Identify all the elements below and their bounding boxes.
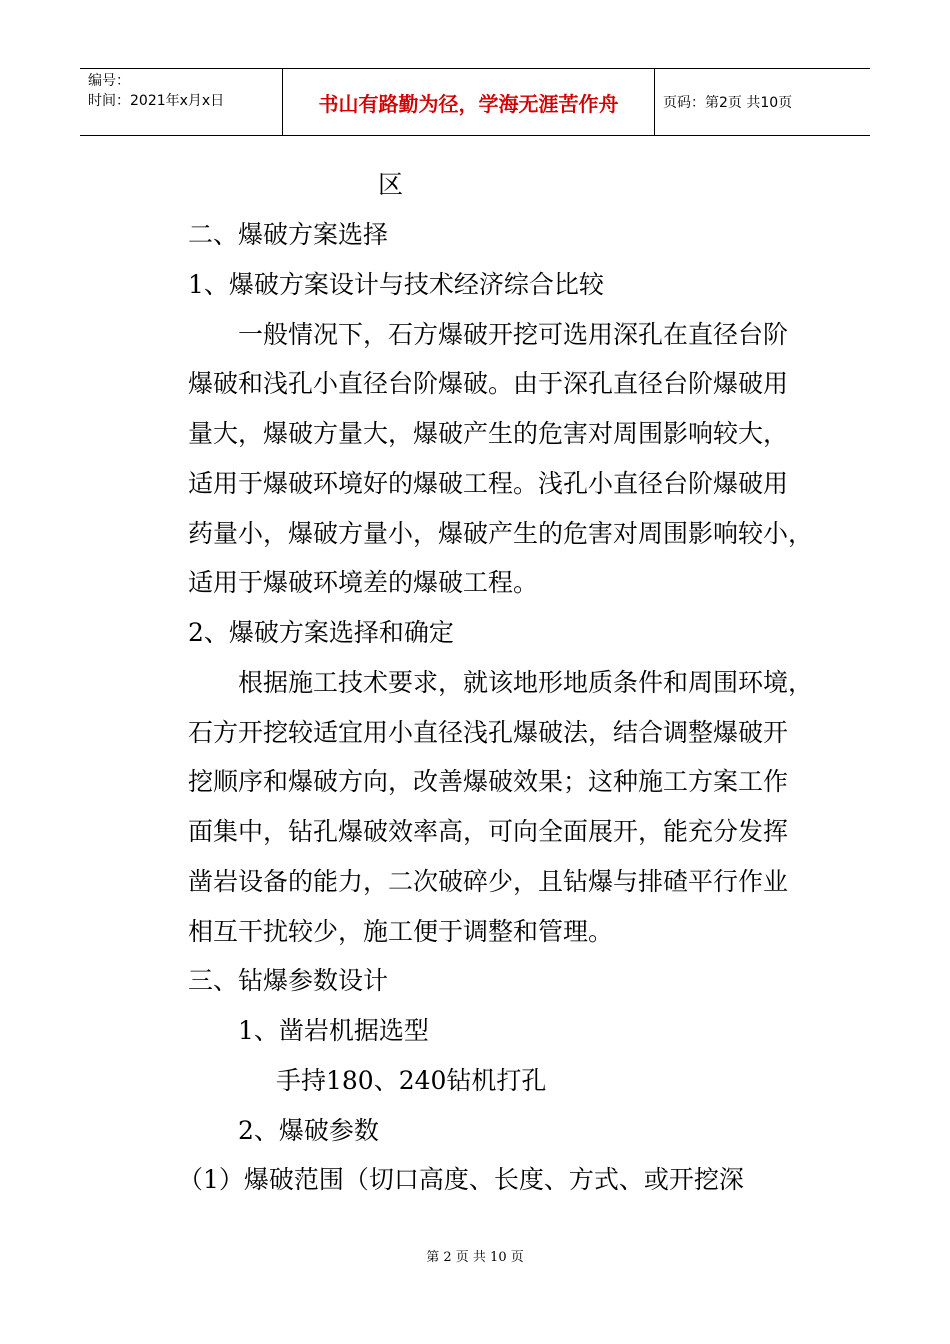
subheading-3-1: 1、凿岩机据选型: [238, 1016, 429, 1045]
paragraph-line: 挖顺序和爆破方向，改善爆破效果；这种施工方案工作: [188, 767, 789, 796]
subheading-2-1: 1、爆破方案设计与技术经济综合比较: [188, 270, 604, 299]
paragraph-line: 手持180、240钻机打孔: [276, 1066, 547, 1095]
header-meta: [80, 69, 282, 135]
header-number-label: 编号：: [88, 73, 130, 89]
paragraph-line: （1）爆破范围（切口高度、长度、方式、或开挖深: [178, 1165, 744, 1194]
paragraph-line: 爆破和浅孔小直径台阶爆破。由于深孔直径台阶爆破用: [188, 369, 789, 398]
paragraph-line: 凿岩设备的能力，二次破碎少，且钻爆与排碴平行作业: [188, 867, 789, 896]
page-footer: 第 2 页 共 10 页: [426, 1250, 524, 1265]
paragraph-line: 适用于爆破环境差的爆破工程。: [188, 568, 539, 597]
header-motto: 书山有路勤为径，学海无涯苦作舟: [282, 69, 655, 135]
section-heading-2: 二、爆破方案选择: [188, 220, 389, 249]
paragraph-line: 量大，爆破方量大，爆破产生的危害对周围影响较大，: [188, 419, 789, 448]
paragraph-line: 一般情况下，石方爆破开挖可选用深孔在直径台阶: [238, 320, 789, 349]
paragraph-line: 根据施工技术要求，就该地形地质条件和周围环境，: [238, 668, 814, 697]
header-page-info: 页码：第2页 共10页: [663, 95, 793, 111]
subheading-3-2: 2、爆破参数: [238, 1116, 379, 1145]
section-heading-3: 三、钻爆参数设计: [188, 966, 389, 995]
paragraph-line: 适用于爆破环境好的爆破工程。浅孔小直径台阶爆破用: [188, 469, 789, 498]
paragraph-line: 药量小，爆破方量小，爆破产生的危害对周围影响较小，: [188, 519, 814, 548]
paragraph-line: 石方开挖较适宜用小直径浅孔爆破法，结合调整爆破开: [188, 718, 789, 747]
header-time-label: 时间：2021年x月x日: [88, 93, 225, 109]
paragraph-line: 相互干扰较少，施工便于调整和管理。: [188, 917, 614, 946]
subheading-2-2: 2、爆破方案选择和确定: [188, 618, 454, 647]
paragraph-line: 面集中，钻孔爆破效率高，可向全面展开，能充分发挥: [188, 817, 789, 846]
page-header: [80, 68, 870, 136]
body-line-area-fragment: 区: [378, 170, 404, 199]
